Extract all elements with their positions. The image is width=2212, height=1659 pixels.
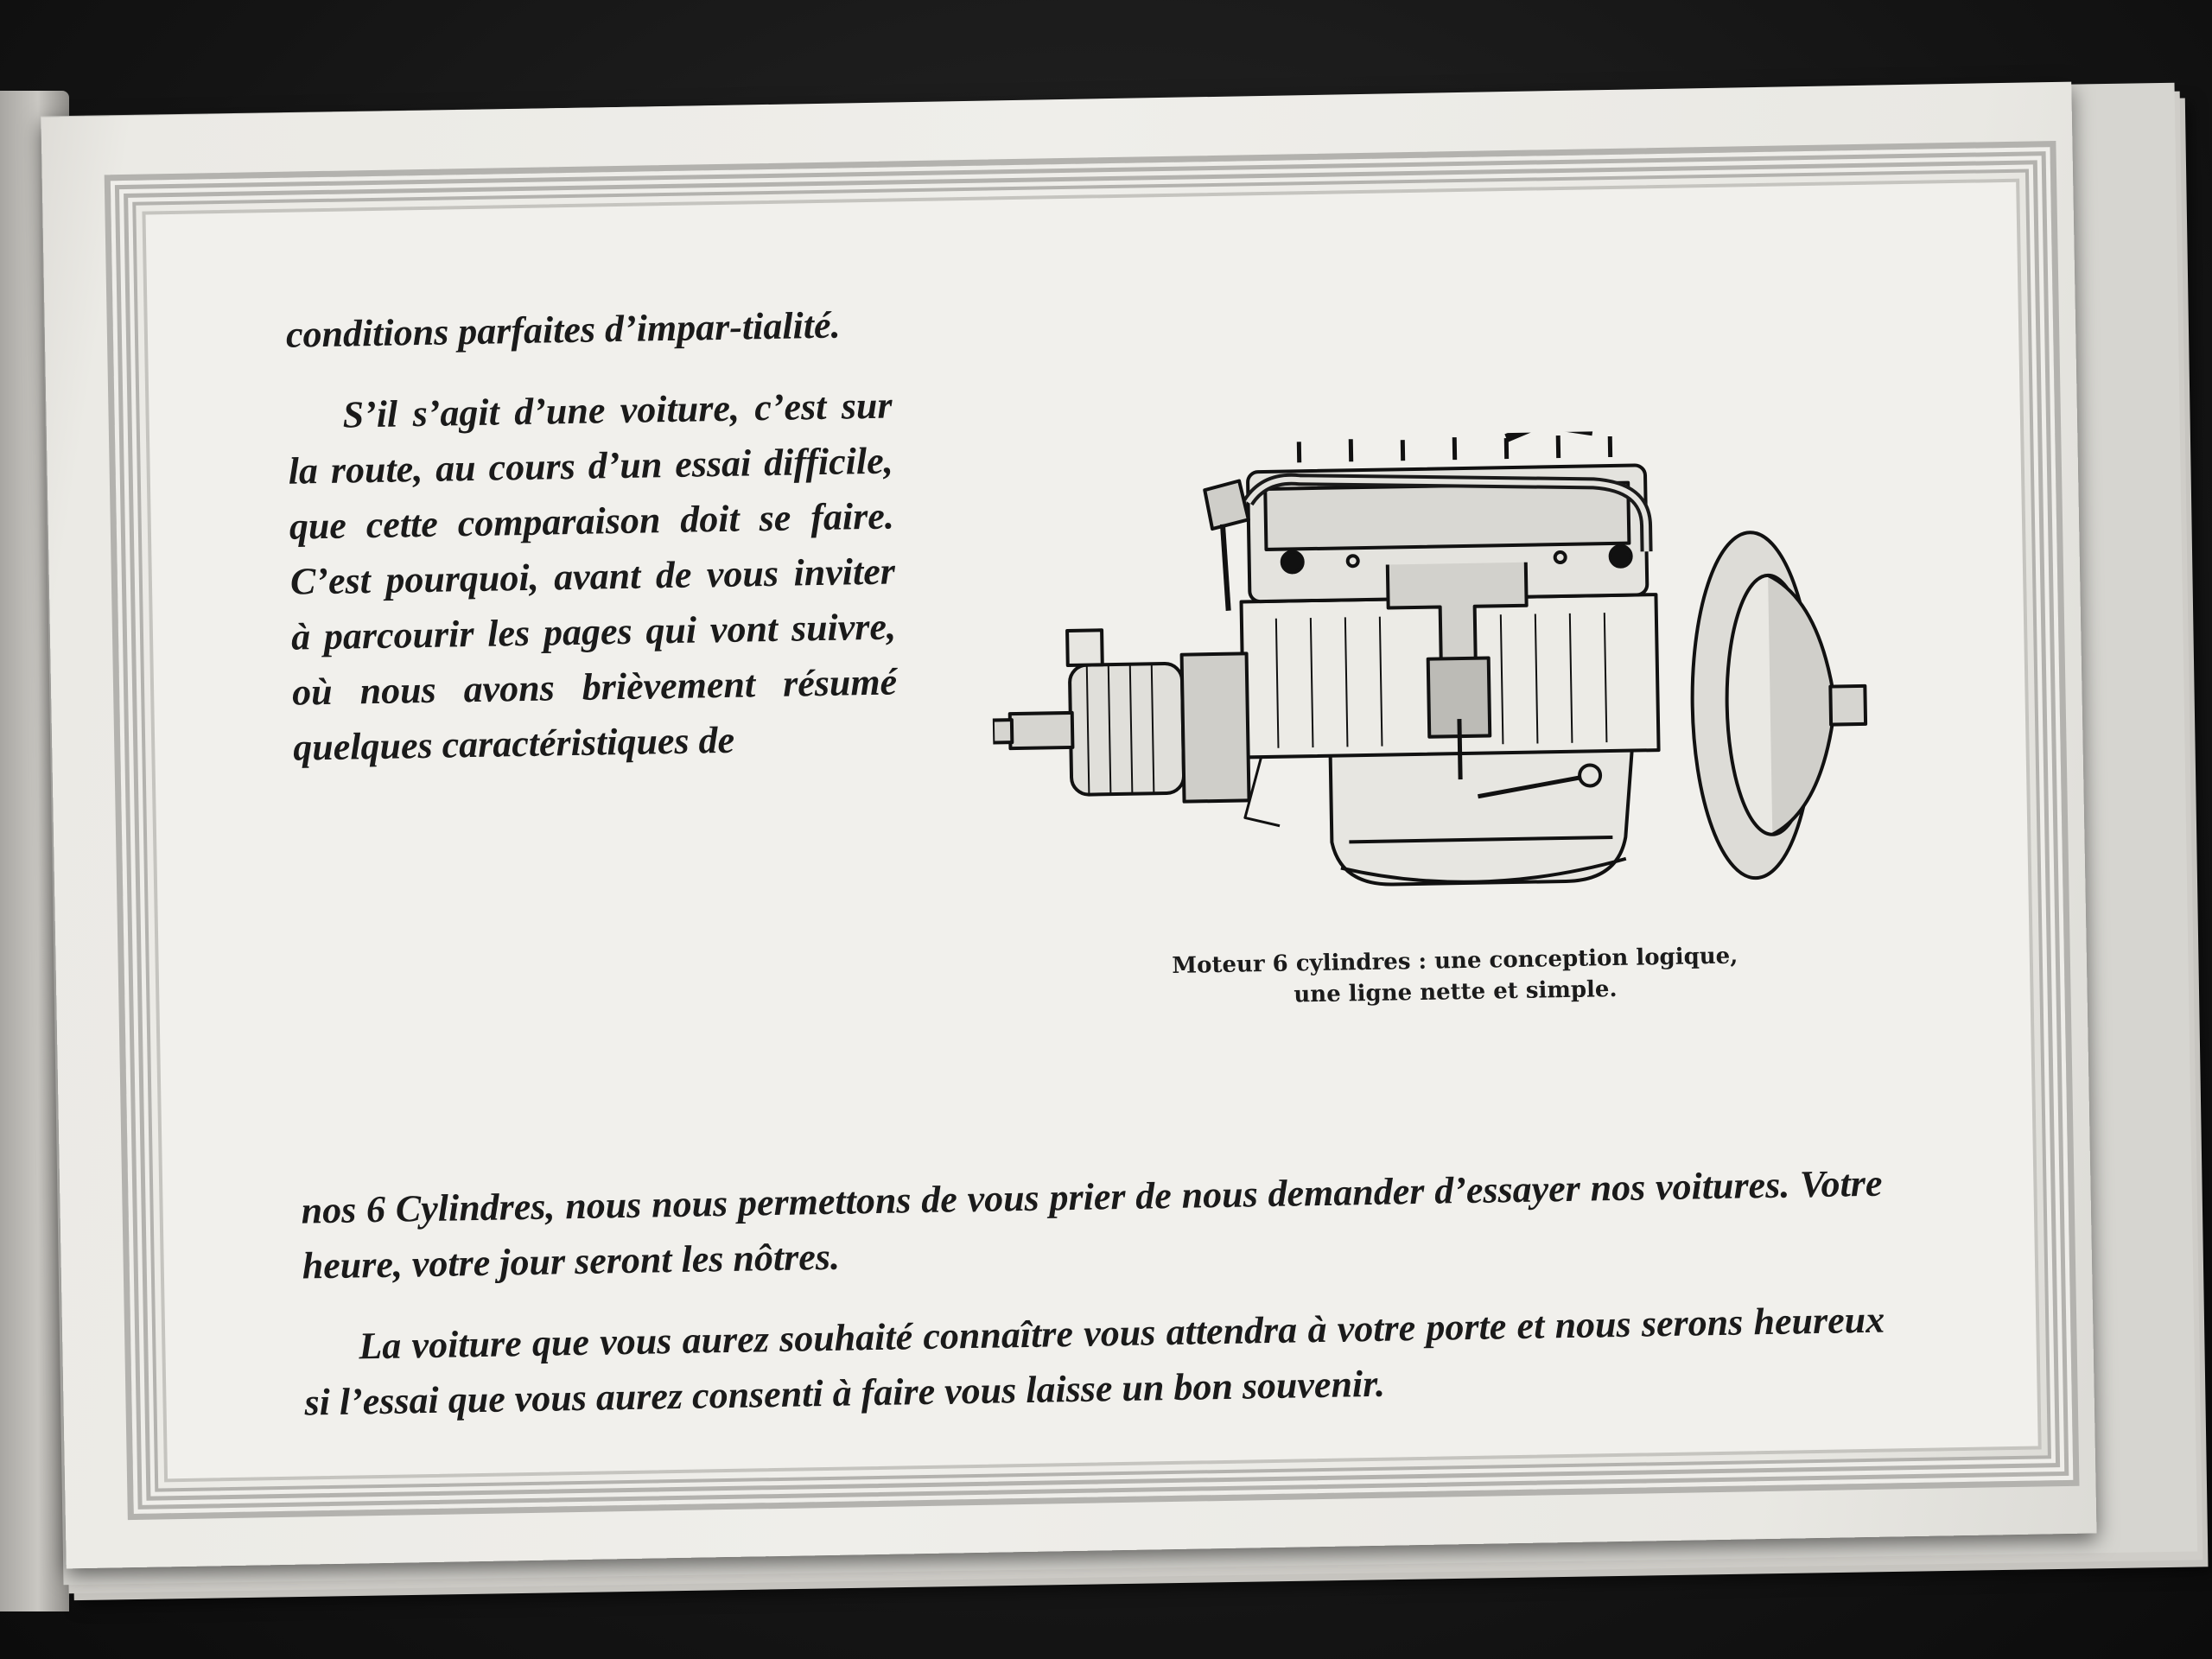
brochure-page xyxy=(41,82,2097,1569)
paragraph-4: La voiture que vous aurez souhaité connaître vous attendra à votre porte et nous serons heureux si l’essai que vous aurez consenti à faire vous laisse un bon souvenir. xyxy=(304,1298,1885,1424)
decorative-border xyxy=(105,141,2080,1520)
caption-line-2: une ligne nette et simple. xyxy=(1294,976,1618,1008)
paragraph-1: conditions parfaites d’impar-tialité. xyxy=(285,303,841,356)
paragraph-2: S’il s’agit d’une voiture, c’est sur la route, au cours d’un essai difficile, que cette comparaison doit se faire. C’est pourquoi, avant de vous inviter à parcourir les pages qui vont suivre, où nous avons brièvement résumé quelques caractéristiques de xyxy=(288,384,898,769)
full-width-text xyxy=(301,1156,1886,1431)
engine-illustration xyxy=(988,427,1886,926)
figure-caption xyxy=(1023,938,1888,1015)
caption-line-1: Moteur 6 cylindres : une conception logique, xyxy=(1172,943,1738,979)
left-text-column xyxy=(285,297,898,776)
paragraph-3: nos 6 Cylindres, nous nous permettons de vous prier de nous demander d’essayer nos voitures. Votre heure, votre jour seront les nôtres. xyxy=(301,1161,1883,1287)
page-content xyxy=(142,179,2041,1483)
